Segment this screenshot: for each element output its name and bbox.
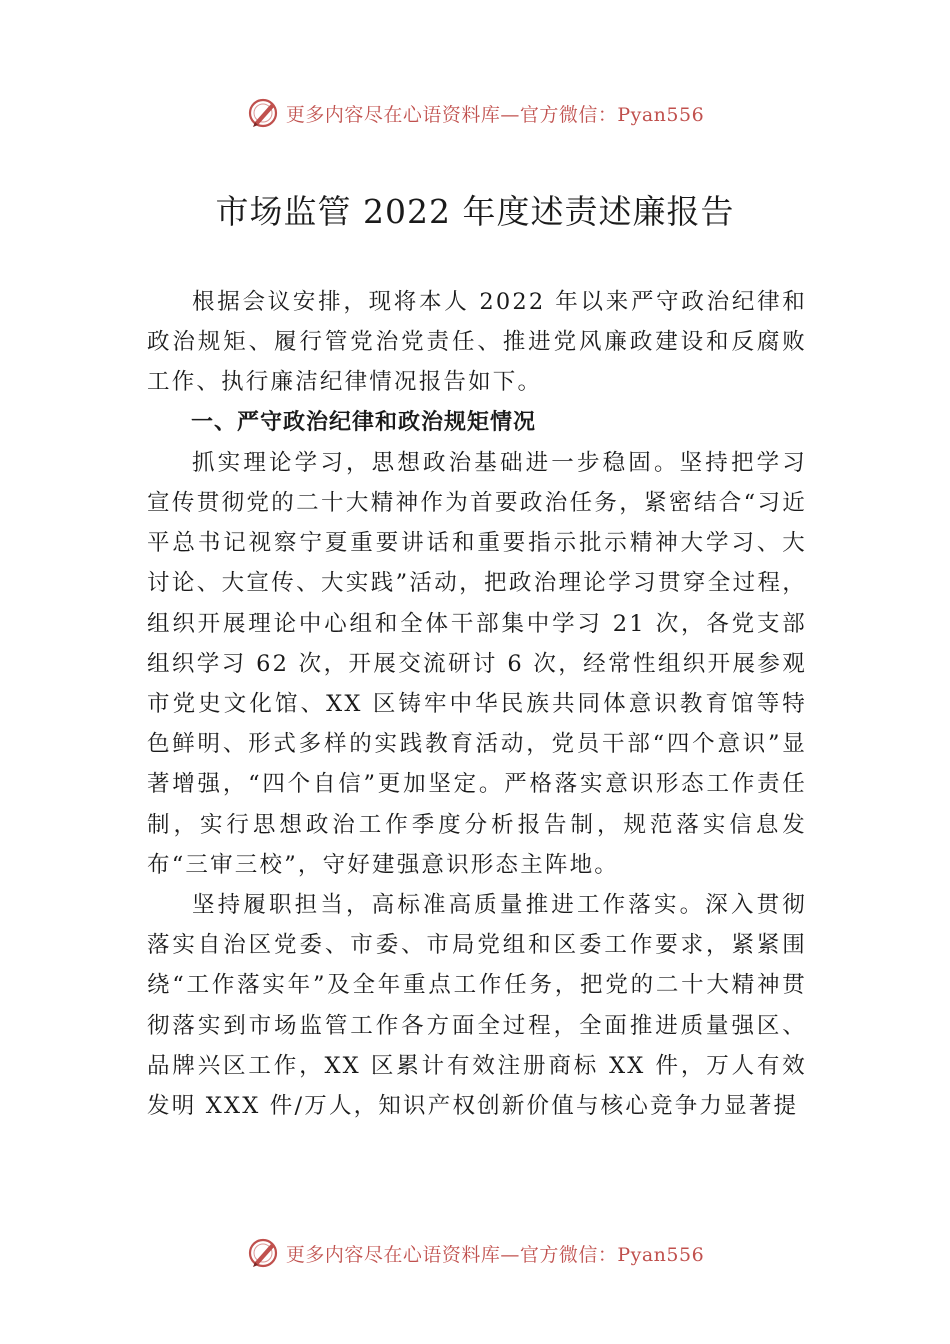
body-paragraph: 坚持履职担当，高标准高质量推进工作落实。深入贯彻落实自治区党委、市委、市局党组和区委工作要求，紧紧围绕“工作落实年”及全年重点工作任务，把党的二十大精神贯彻落实到市场监管工作各方面全过程，全面推进质量强区、品牌兴区工作，XX 区累计有效注册商标 XX 件，万人有效发明 XXX 件/万人，知识产权创新价值与核心竞争力显著提	[147, 892, 807, 1120]
body-paragraph: 抓实理论学习，思想政治基础进一步稳固。坚持把学习宣传贯彻党的二十大精神作为首要政治任务，紧密结合“习近平总书记视察宁夏重要讲话和重要指示批示精神大学习、大讨论、大宣传、大实践”活动，把政治理论学习贯穿全过程，组织开展理论中心组和全体干部集中学习 21 次，各党支部组织学习 62 次，开展交流研讨 6 次，经常性组织开展参观市党史文化馆、XX 区铸牢中华民族共同体意识教育馆等特色鲜明、形式多样的实践教育活动，党员干部“四个意识”显著增强，“四个自信”更加坚定。严格落实意识形态工作责任制，实行思想政治工作季度分析报告制，规范落实信息发布“三审三校”，守好建强意识形态主阵地。	[147, 449, 807, 878]
watermark-text: 更多内容尽在心语资料库—官方微信：Pyan556	[285, 1243, 705, 1266]
document-body	[147, 282, 807, 1126]
intro-paragraph: 根据会议安排，现将本人 2022 年以来严守政治纪律和政治规矩、履行管党治党责任、推进党风廉政建设和反腐败工作、执行廉洁纪律情况报告如下。	[147, 289, 807, 396]
document-title: 市场监管 2022 年度述责述廉报告	[215, 192, 735, 231]
watermark-footer	[0, 1236, 950, 1270]
section-heading: 一、严守政治纪律和政治规矩情况	[191, 409, 537, 435]
watermark-header	[0, 96, 950, 130]
pen-seal-icon	[246, 96, 280, 130]
pen-seal-icon	[246, 1236, 280, 1270]
watermark-text: 更多内容尽在心语资料库—官方微信：Pyan556	[285, 103, 705, 126]
